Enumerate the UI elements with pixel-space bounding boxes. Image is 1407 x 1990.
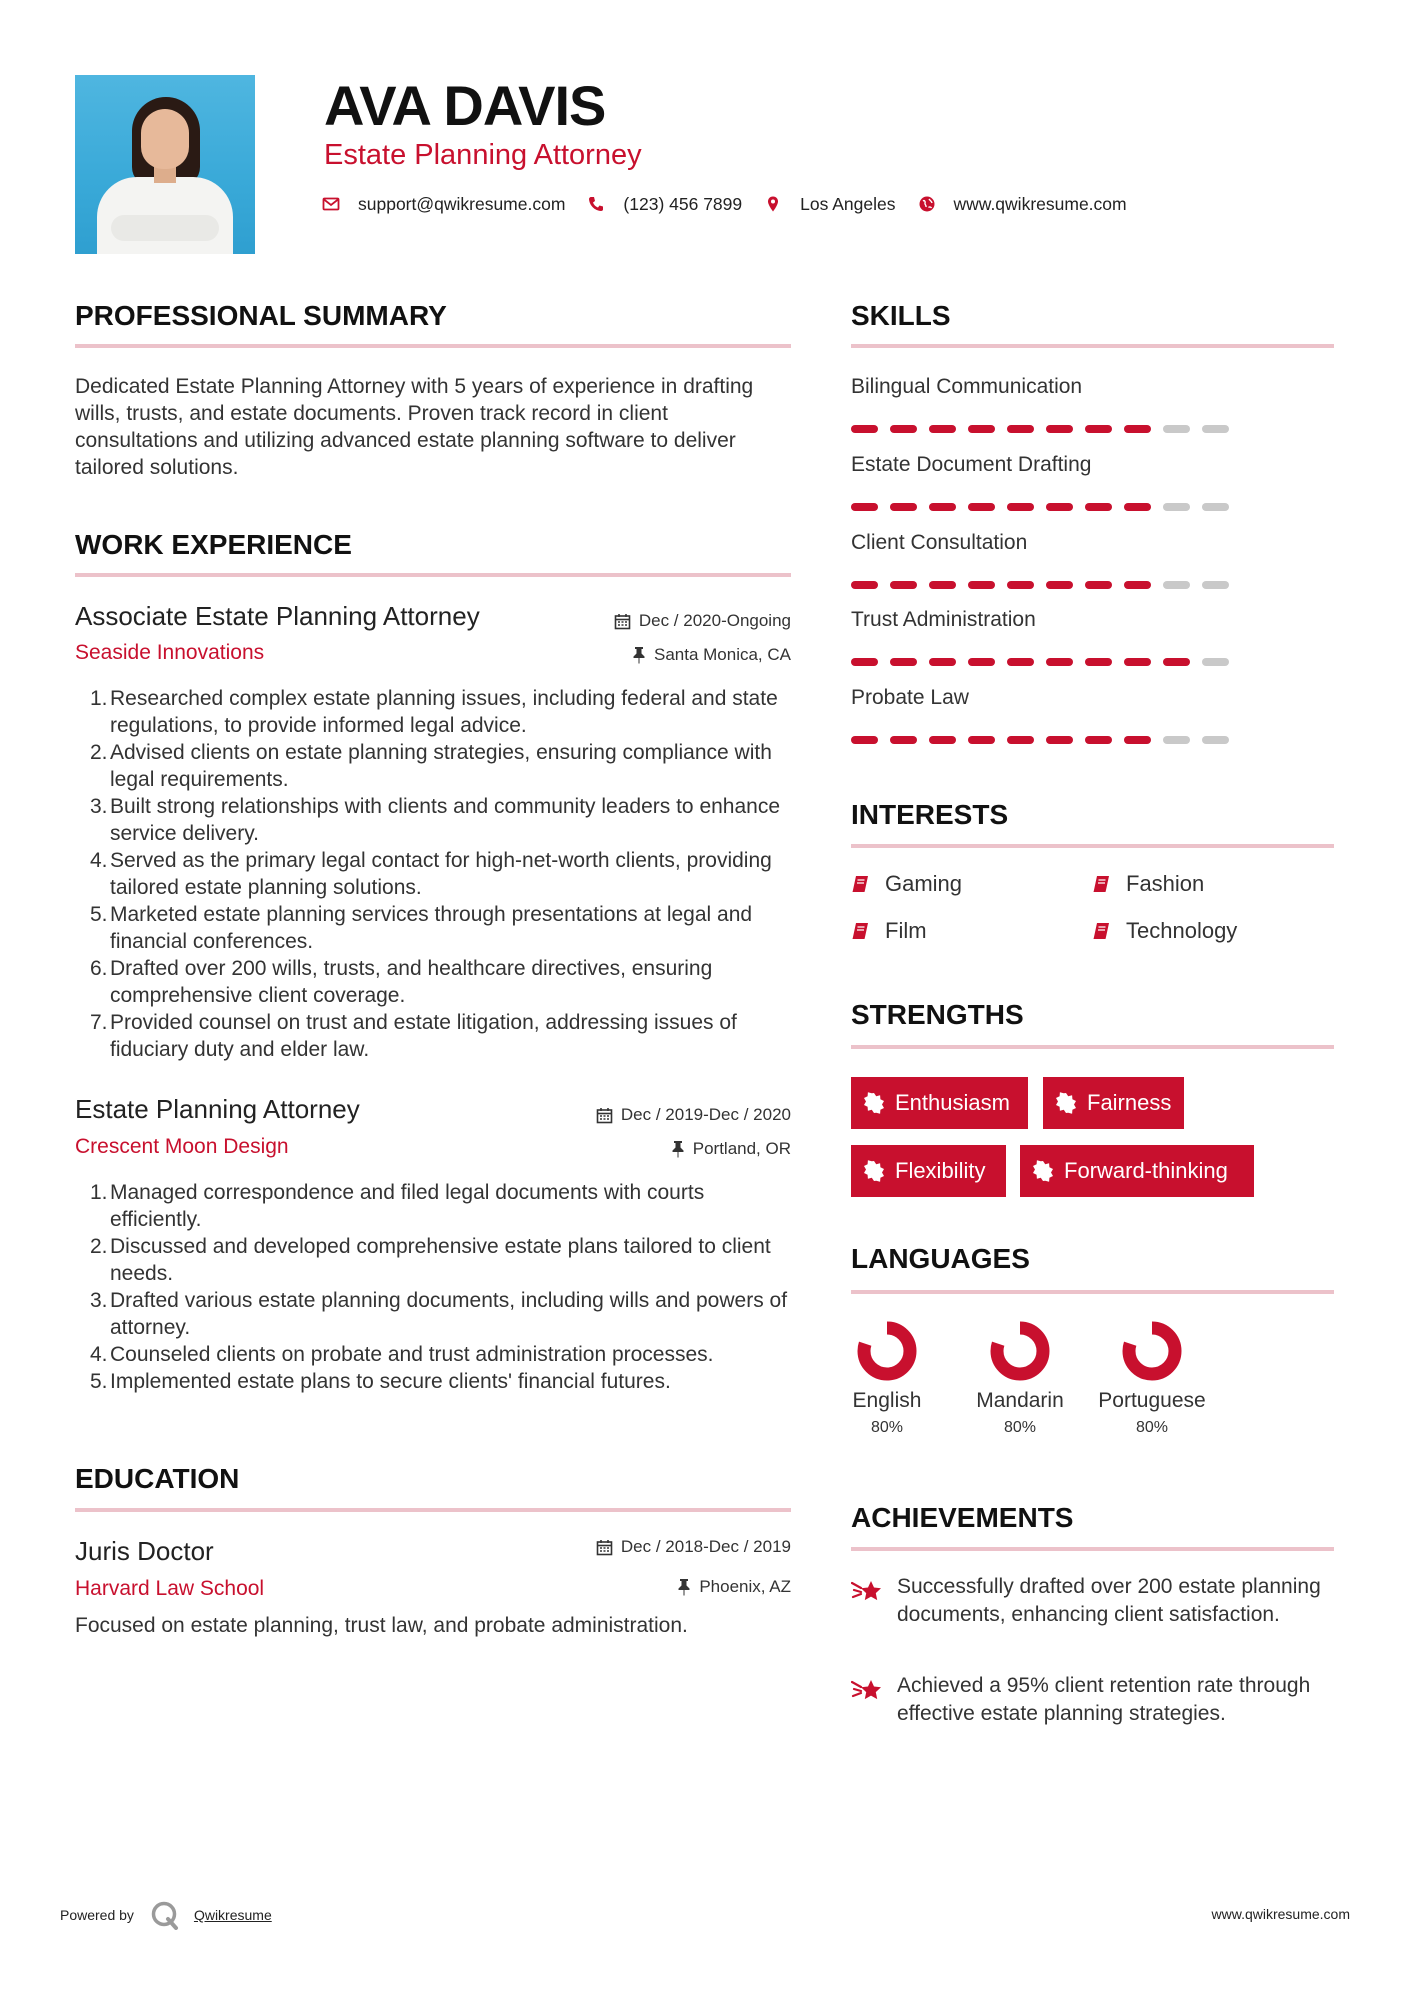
job-title: Estate Planning Attorney bbox=[75, 1094, 360, 1124]
list-item: 2. Advised clients on estate planning strategies, ensuring compliance with legal requirements. bbox=[90, 741, 772, 791]
degree-title: Juris Doctor bbox=[75, 1536, 214, 1566]
summary-heading: PROFESSIONAL SUMMARY bbox=[75, 300, 447, 331]
skill-dash-filled bbox=[890, 658, 917, 666]
location-text: Los Angeles bbox=[800, 193, 896, 214]
pushpin-icon bbox=[671, 1140, 685, 1158]
strengths-divider bbox=[851, 1045, 1334, 1049]
website-text: www.qwikresume.com bbox=[953, 193, 1127, 214]
skill-dash-filled bbox=[1124, 425, 1151, 433]
contact-email[interactable] bbox=[322, 194, 565, 215]
skill-dash-filled bbox=[1046, 736, 1073, 744]
skill-dash-filled bbox=[1124, 581, 1151, 589]
list-item: 1. Researched complex estate planning issues, including federal and state regulations, to provide informed legal advice. bbox=[90, 687, 778, 737]
job-achievements-list bbox=[92, 1179, 797, 1395]
strength-tag: Forward-thinking bbox=[1020, 1145, 1254, 1197]
skill-dash-filled bbox=[1007, 736, 1034, 744]
interests-divider bbox=[851, 844, 1334, 848]
language-item bbox=[1097, 1318, 1207, 1438]
job-achievements-list bbox=[92, 685, 797, 1063]
education-description: Focused on estate planning, trust law, and probate administration. bbox=[75, 1614, 688, 1637]
skill-dash-filled bbox=[851, 658, 878, 666]
skill-level-meter bbox=[851, 736, 1241, 744]
interest-item: Technology bbox=[1092, 918, 1237, 944]
skill-dash-filled bbox=[890, 736, 917, 744]
language-progress-arc bbox=[997, 1328, 1043, 1374]
qwikresume-logo-icon bbox=[150, 1900, 180, 1930]
education-heading: EDUCATION bbox=[75, 1463, 240, 1494]
list-item: 4. Served as the primary legal contact for high-net-worth clients, providing tailored estate planning solutions. bbox=[90, 849, 772, 899]
skill-dash-filled bbox=[1163, 658, 1190, 666]
skill-dash-empty bbox=[1163, 425, 1190, 433]
skill-dash-empty bbox=[1202, 736, 1229, 744]
calendar-icon bbox=[596, 1107, 613, 1124]
skill-dash-filled bbox=[968, 425, 995, 433]
badge-star-icon bbox=[1055, 1092, 1077, 1114]
language-progress-arc bbox=[1129, 1328, 1175, 1374]
achievements-heading: ACHIEVEMENTS bbox=[851, 1502, 1074, 1533]
experience-heading: WORK EXPERIENCE bbox=[75, 529, 352, 560]
phone-icon bbox=[587, 195, 605, 213]
language-progress-ring bbox=[854, 1318, 920, 1384]
skill-label: Probate Law bbox=[851, 686, 969, 709]
skill-dash-filled bbox=[1007, 503, 1034, 511]
skill-label: Estate Document Drafting bbox=[851, 453, 1092, 476]
languages-divider bbox=[851, 1290, 1334, 1294]
skill-label: Trust Administration bbox=[851, 608, 1036, 631]
skill-dash-empty bbox=[1202, 658, 1229, 666]
skills-heading: SKILLS bbox=[851, 300, 951, 331]
skill-dash-filled bbox=[1007, 581, 1034, 589]
list-item: 6. Drafted over 200 wills, trusts, and healthcare directives, ensuring comprehensive client coverage. bbox=[90, 957, 713, 1007]
job-date: Dec / 2019-Dec / 2020 bbox=[480, 1104, 791, 1126]
shooting-star-icon bbox=[851, 1577, 885, 1607]
skill-dash-filled bbox=[1046, 503, 1073, 511]
skill-dash-filled bbox=[929, 503, 956, 511]
footer-branding bbox=[60, 1900, 272, 1930]
skill-dash-filled bbox=[1085, 658, 1112, 666]
skill-dash-filled bbox=[1124, 658, 1151, 666]
skill-dash-empty bbox=[1202, 425, 1229, 433]
pushpin-icon bbox=[632, 646, 646, 664]
interests-heading: INTERESTS bbox=[851, 799, 1009, 830]
strengths-heading: STRENGTHS bbox=[851, 999, 1024, 1030]
pushpin-icon bbox=[677, 1578, 691, 1596]
skill-dash-filled bbox=[851, 736, 878, 744]
shooting-star-icon bbox=[851, 1676, 885, 1706]
list-item: 5. Implemented estate plans to secure clients' financial futures. bbox=[90, 1370, 671, 1393]
strength-tag: Enthusiasm bbox=[851, 1077, 1028, 1129]
badge-star-icon bbox=[863, 1092, 885, 1114]
achievement-item: Successfully drafted over 200 estate planning documents, enhancing client satisfaction. bbox=[851, 1573, 1331, 1629]
education-divider bbox=[75, 1508, 791, 1512]
skill-level-meter bbox=[851, 503, 1241, 511]
skill-dash-filled bbox=[929, 736, 956, 744]
skill-level-meter bbox=[851, 581, 1241, 589]
skill-dash-filled bbox=[1046, 425, 1073, 433]
skill-dash-empty bbox=[1163, 581, 1190, 589]
skill-dash-empty bbox=[1202, 503, 1229, 511]
map-pin-icon bbox=[764, 195, 782, 213]
calendar-icon bbox=[596, 1539, 613, 1556]
language-progress-ring bbox=[1119, 1318, 1185, 1384]
strength-tag: Fairness bbox=[1043, 1077, 1184, 1129]
list-item: 2. Discussed and developed comprehensive estate plans tailored to client needs. bbox=[90, 1235, 771, 1285]
powered-by-label: Powered by bbox=[60, 1907, 134, 1923]
skill-dash-empty bbox=[1202, 581, 1229, 589]
language-percent: 80% bbox=[870, 1419, 904, 1436]
job-date: Dec / 2020-Ongoing bbox=[480, 610, 791, 632]
skills-divider bbox=[851, 344, 1334, 348]
list-item: 3. Drafted various estate planning documents, including wills and powers of attorney. bbox=[90, 1289, 788, 1339]
job-location: Santa Monica, CA bbox=[480, 644, 791, 666]
book-icon bbox=[1092, 921, 1112, 941]
contact-location bbox=[764, 194, 895, 215]
experience-divider bbox=[75, 573, 791, 577]
achievements-divider bbox=[851, 1547, 1334, 1551]
skill-dash-filled bbox=[890, 503, 917, 511]
interest-item: Film bbox=[851, 918, 927, 944]
company-name: Crescent Moon Design bbox=[75, 1135, 289, 1158]
skill-dash-filled bbox=[929, 581, 956, 589]
skill-dash-filled bbox=[1124, 736, 1151, 744]
skill-dash-filled bbox=[1085, 425, 1112, 433]
book-icon bbox=[851, 921, 871, 941]
skill-level-meter bbox=[851, 425, 1241, 433]
language-progress-arc bbox=[864, 1328, 910, 1374]
footer-site-link[interactable]: www.qwikresume.com bbox=[1211, 1906, 1350, 1922]
brand-link[interactable]: Qwikresume bbox=[193, 1907, 272, 1923]
language-progress-ring bbox=[987, 1318, 1053, 1384]
achievement-item: Achieved a 95% client retention rate through effective estate planning strategies. bbox=[851, 1672, 1331, 1728]
skill-dash-filled bbox=[851, 503, 878, 511]
language-percent: 80% bbox=[1003, 1419, 1037, 1436]
contact-bar bbox=[322, 192, 1149, 216]
skill-dash-empty bbox=[1163, 736, 1190, 744]
globe-icon bbox=[918, 195, 936, 213]
list-item: 1. Managed correspondence and filed legal documents with courts efficiently. bbox=[90, 1181, 705, 1231]
list-item: 7. Provided counsel on trust and estate litigation, addressing issues of fiduciary duty and elder law. bbox=[90, 1011, 737, 1061]
company-name: Seaside Innovations bbox=[75, 641, 265, 664]
contact-phone[interactable] bbox=[587, 194, 742, 215]
list-item: 4. Counseled clients on probate and trust administration processes. bbox=[90, 1343, 714, 1366]
language-name: English bbox=[852, 1389, 922, 1412]
book-icon bbox=[851, 874, 871, 894]
skill-dash-filled bbox=[968, 581, 995, 589]
badge-star-icon bbox=[1032, 1160, 1054, 1182]
list-item: 5. Marketed estate planning services through presentations at legal and financial conferences. bbox=[90, 903, 753, 953]
skill-dash-filled bbox=[851, 425, 878, 433]
skill-dash-filled bbox=[851, 581, 878, 589]
book-icon bbox=[1092, 874, 1112, 894]
skill-dash-filled bbox=[1085, 581, 1112, 589]
interest-item: Fashion bbox=[1092, 871, 1204, 897]
education-location: Phoenix, AZ bbox=[480, 1576, 791, 1598]
language-percent: 80% bbox=[1135, 1419, 1169, 1436]
skill-dash-filled bbox=[890, 425, 917, 433]
skill-dash-filled bbox=[1046, 658, 1073, 666]
skill-dash-filled bbox=[1007, 658, 1034, 666]
skill-dash-filled bbox=[968, 658, 995, 666]
language-name: Portuguese bbox=[1098, 1389, 1206, 1412]
skill-dash-empty bbox=[1163, 503, 1190, 511]
candidate-title: Estate Planning Attorney bbox=[324, 139, 642, 171]
skill-dash-filled bbox=[929, 425, 956, 433]
skill-label: Bilingual Communication bbox=[851, 375, 1083, 398]
job-title: Associate Estate Planning Attorney bbox=[75, 601, 480, 631]
skill-dash-filled bbox=[1124, 503, 1151, 511]
phone-text: (123) 456 7899 bbox=[623, 193, 743, 214]
language-name: Mandarin bbox=[976, 1389, 1064, 1412]
candidate-name: AVA DAVIS bbox=[324, 74, 606, 137]
email-text: support@qwikresume.com bbox=[358, 193, 566, 214]
skill-dash-filled bbox=[1085, 736, 1112, 744]
skill-dash-filled bbox=[1046, 581, 1073, 589]
skill-dash-filled bbox=[968, 503, 995, 511]
profile-photo bbox=[75, 75, 255, 254]
education-date: Dec / 2018-Dec / 2019 bbox=[480, 1536, 791, 1558]
summary-divider bbox=[75, 344, 791, 348]
badge-star-icon bbox=[863, 1160, 885, 1182]
skill-dash-filled bbox=[968, 736, 995, 744]
skill-dash-filled bbox=[1085, 503, 1112, 511]
skill-level-meter bbox=[851, 658, 1241, 666]
language-item bbox=[965, 1318, 1075, 1438]
interest-item: Gaming bbox=[851, 871, 962, 897]
contact-website[interactable] bbox=[918, 194, 1127, 215]
school-name: Harvard Law School bbox=[75, 1577, 265, 1600]
skill-dash-filled bbox=[929, 658, 956, 666]
skill-label: Client Consultation bbox=[851, 531, 1028, 554]
skill-dash-filled bbox=[890, 581, 917, 589]
strength-tag: Flexibility bbox=[851, 1145, 1006, 1197]
skill-dash-filled bbox=[1007, 425, 1034, 433]
languages-heading: LANGUAGES bbox=[851, 1243, 1030, 1274]
envelope-icon bbox=[322, 195, 340, 213]
summary-text: Dedicated Estate Planning Attorney with 5 years of experience in drafting wills, trusts, and estate documents. Proven track record in client consultations and utilizing advanced estate planning software to deliver tailored solutions. bbox=[75, 375, 754, 479]
job-location: Portland, OR bbox=[480, 1138, 791, 1160]
list-item: 3. Built strong relationships with clients and community leaders to enhance service delivery. bbox=[90, 795, 781, 845]
language-item bbox=[832, 1318, 942, 1438]
calendar-icon bbox=[614, 613, 631, 630]
